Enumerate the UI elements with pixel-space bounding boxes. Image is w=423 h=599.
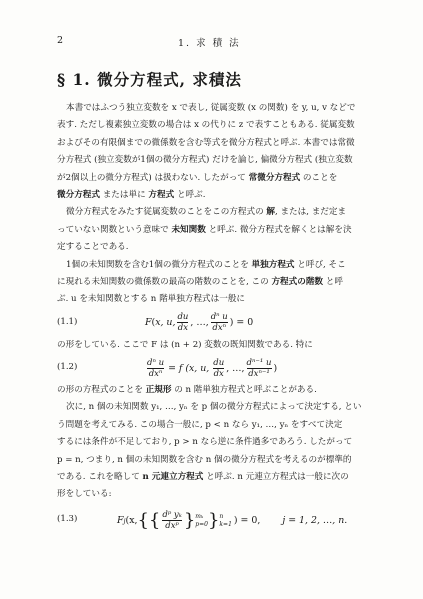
text-line: の形の方程式のことを 正規形 の n 階単独方程式と呼ぶことがある. <box>57 385 317 396</box>
equation-label: (1.3) <box>57 513 78 524</box>
term-de: 微分方程式 <box>57 189 100 200</box>
equation-body: F ( x, u, $\frac{du}{dx}$ , …, $\frac{\text{dⁿ u}}{\text{dxⁿ}}$ ) = 0 <box>145 312 254 334</box>
equation-1-3 <box>57 504 397 538</box>
text-line: 微分方程式をみたす従属変数のことをこの方程式の 解, または, まだ定ま <box>66 207 347 218</box>
term-equation: 方程式 <box>148 189 175 200</box>
text-line: およびその有限個までの微係数を含む等式を微分方程式と呼ぶ. 本書では常微 <box>57 137 355 148</box>
text-line: の形をしている. ここで F は (n + 2) 変数の既知関数である. 特に <box>57 339 313 350</box>
term-solution: 解 <box>266 207 275 218</box>
text-line: 定することである. <box>57 242 129 253</box>
text-line: う問題を考えてみる. この場合一般に, p < n なら y₁, …, yₙ をすべて決定 <box>57 419 343 430</box>
text-line: に現れる未知関数の微係数の最高の階数のことを, この 方程式の階数 と呼 <box>57 276 343 287</box>
equation-body: $\frac{\text{dⁿ u}}{\text{dxⁿ}}$ = f (x, u, $\frac{du}{dx}$ , …, $\frac{\text{dⁿ⁻¹ u}}{\text{dxⁿ⁻¹}}$ ) <box>147 357 278 379</box>
term-ordinary-de: 常微分方程式 <box>248 172 301 183</box>
equation-label: (1.2) <box>57 362 78 373</box>
text-line: p = n, つまり, n 個の未知関数を含む n 個の微分方程式を考えるのが標準的 <box>57 454 352 465</box>
text-line: っていない関数という意味で 未知関数 と呼ぶ. 微分方程式を解くとは解を決 <box>57 224 352 235</box>
text-line: である. これを略して n 元連立方程式 と呼ぶ. n 元連立方程式は一般に次の <box>57 472 349 483</box>
term-normal-form: 正規形 <box>145 385 172 396</box>
equation-1-1 <box>57 309 397 337</box>
body-text <box>57 100 397 538</box>
term-unknown-function: 未知関数 <box>171 224 206 235</box>
text-line: 微分方程式 または単に 方程式 と呼ぶ. <box>57 189 206 200</box>
text-line: ぶ. u を未知関数とする n 階単独方程式は一般に <box>57 294 246 305</box>
text-line: 1個の未知関数を含む1個の微分方程式のことを 単独方程式 と呼び, そこ <box>66 259 346 270</box>
text-line: 形をしている: <box>57 489 112 500</box>
running-head: 1. 求 積 法 <box>178 38 241 49</box>
text-line: 表す. ただし複素独立変数の場合は x の代りに z で表すこともある. 従属変数 <box>57 120 355 131</box>
page-header <box>0 35 423 51</box>
equation-1-2 <box>57 354 397 382</box>
text-line: するには条件が不足しており, p > n なら逆に条件過多であろう. したがって <box>57 437 353 448</box>
term-order: 方程式の階数 <box>271 276 324 287</box>
term-single-equation: 単独方程式 <box>251 259 295 270</box>
page-number: 2 <box>57 35 64 46</box>
text-line: 次に, n 個の未知関数 y₁, …, yₙ を p 個の微分方程式によって決定する, とい <box>66 402 362 413</box>
term-simultaneous: n 元連立方程式 <box>142 472 204 483</box>
text-line: 本書ではふつう独立変数を x で表し, 従属変数 (x の関数) を y, u, v などで <box>66 103 356 113</box>
text-line: が2個以上の微分方程式) は扱わない. したがって 常微分方程式 のことを <box>57 172 338 183</box>
equation-body: F j (x, {{ $\frac{\text{dᵖ yₖ}}{\text{dxᵖ}}$ } mₖ p=0 } n k=1 ) = 0, j = 1, 2, …, n. <box>117 509 348 532</box>
equation-label: (1.1) <box>57 316 78 327</box>
text-line: 分方程式 (独立変数が1個の微分方程式) だけを論じ, 偏微分方程式 (独立変数 <box>57 155 353 166</box>
section-title: § 1. 微分方程式, 求積法 <box>57 70 242 89</box>
